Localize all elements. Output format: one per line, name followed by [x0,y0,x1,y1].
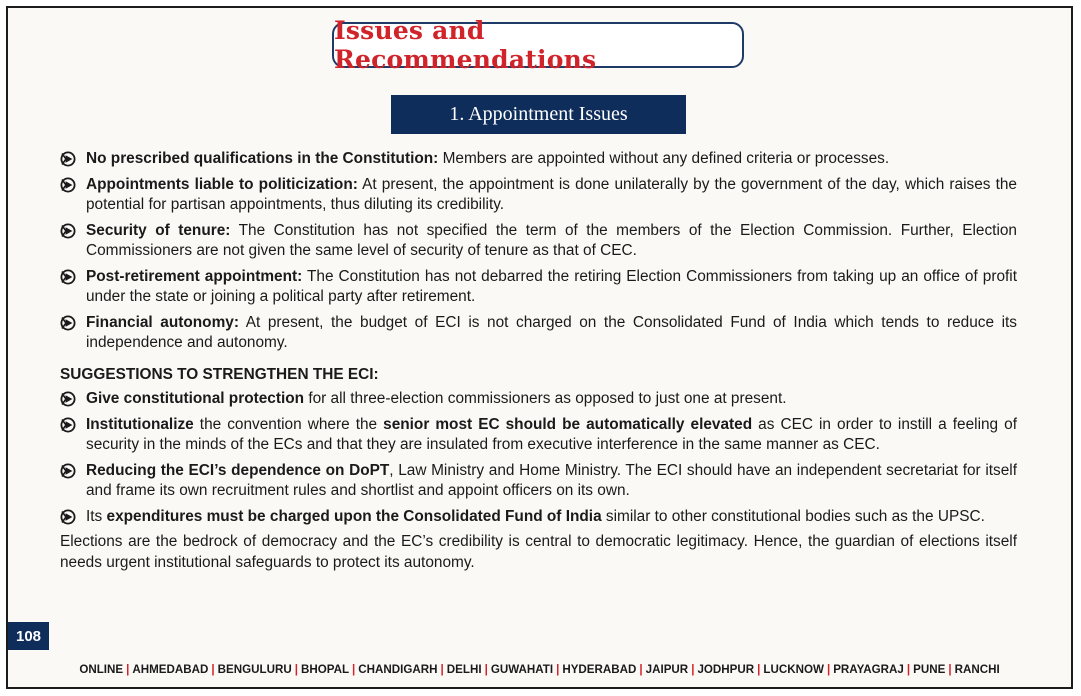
footer-location: LUCKNOW [763,663,824,676]
footer-separator: | [294,663,298,676]
issue-item [60,267,1017,308]
section-title: 1. Appointment Issues [449,103,628,125]
suggestion-bold: expenditures must be charged upon the Consolidated Fund of India [106,507,602,525]
footer-location: CHANDIGARH [358,663,438,676]
footer-separator: | [556,663,560,676]
suggestion-text: as CEC in order to instill a feeling of security in the minds of the ECs and that they are insulated from executive interference in the same manner as CEC. [86,415,1017,453]
footer-separator: | [126,663,130,676]
suggestion-item [60,415,1017,456]
footer-location: AHMEDABAD [132,663,209,676]
issue-title: Post-retirement appointment: [86,267,303,285]
issue-title: Financial autonomy: [86,313,239,331]
page-title-box [332,16,744,74]
footer-location: RANCHI [954,663,1000,676]
footer-separator: | [484,663,488,676]
issue-item [60,149,1017,170]
footer-separator: | [211,663,215,676]
content-body [60,149,1017,573]
footer-location: JODHPUR [697,663,755,676]
suggestion-item [60,507,1017,528]
page-number: 108 [8,622,49,650]
suggestion-text: the convention where the [193,415,384,433]
suggestion-text: for all three-election commissioners as opposed to just one at present. [304,390,787,407]
issue-text: Members are appointed without any defined criteria or processes. [438,150,890,167]
footer-location: JAIPUR [645,663,689,676]
play-arrow-bullet-icon [60,177,78,193]
footer-separator: | [691,663,695,676]
play-arrow-bullet-icon [60,417,78,433]
footer-location: BHOPAL [300,663,350,676]
footer-separator: | [639,663,643,676]
suggestion-text: Its [86,507,107,525]
issue-title: Appointments liable to politicization: [86,175,358,193]
footer-location: PRAYAGRAJ [833,663,904,676]
issue-text: The Constitution has not debarred the retiring Election Commissioners from taking up an office of profit under the state or joining a political party after retirement. [86,267,1018,305]
footer-location: HYDERABAD [562,663,637,676]
suggestion-item [60,461,1017,502]
page-title: Issues and Recommendations [334,16,597,74]
issue-title: No prescribed qualifications in the Constitution: [86,150,439,167]
issue-item [60,221,1017,262]
footer-location: DELHI [446,663,482,676]
suggestion-item [60,389,1017,410]
closing-paragraph: Elections are the bedrock of democracy and the EC’s credibility is central to democratic legitimacy. Hence, the guardian of elections itself needs urgent institutional safeguards to protect its autonomy. [60,533,1017,571]
issue-item [60,313,1017,354]
footer-locations [8,663,1071,676]
suggestions-heading: SUGGESTIONS TO STRENGTHEN THE ECI: [60,365,379,383]
play-arrow-bullet-icon [60,391,78,407]
footer-location: GUWAHATI [490,663,554,676]
play-arrow-bullet-icon [60,315,78,331]
play-arrow-bullet-icon [60,509,78,525]
issue-item [60,175,1017,216]
footer-separator: | [440,663,444,676]
suggestion-bold: Reducing the ECI’s dependence on DoPT [86,461,390,479]
suggestion-bold: senior most EC should be automatically elevated [383,415,753,433]
play-arrow-bullet-icon [60,463,78,479]
footer-separator: | [906,663,911,676]
footer-separator: | [826,663,831,676]
footer-location: PUNE [913,663,946,676]
footer-separator: | [352,663,356,676]
document-page [6,6,1073,689]
footer-location: ONLINE [79,663,124,676]
play-arrow-bullet-icon [60,151,78,167]
issue-title: Security of tenure: [86,221,231,239]
suggestion-text: , Law Ministry and Home Ministry. The ECI should have an independent secretariat for itself and frame its own recruitment rules and shortlist and appoint officers on its own. [86,461,1017,499]
play-arrow-bullet-icon [60,223,78,239]
play-arrow-bullet-icon [60,269,78,285]
suggestion-text: similar to other constitutional bodies such as the UPSC. [601,507,985,525]
issue-text: At present, the budget of ECI is not charged on the Consolidated Fund of India which tends to reduce its independence and autonomy. [86,313,1017,351]
footer-location: BENGULURU [217,663,292,676]
issue-text: At present, the appointment is done unilaterally by the government of the day, which raises the potential for partisan appointments, thus diluting its credibility. [86,175,1017,213]
issue-text: The Constitution has not specified the term of the members of the Election Commission. Further, Election Commissioners are not given the same level of security of tenure as that of CEC. [86,221,1017,259]
suggestion-bold: Give constitutional protection [86,390,305,407]
footer-separator: | [948,663,952,676]
section-title-bar [391,95,686,134]
suggestion-bold: Institutionalize [86,415,194,433]
footer-separator: | [757,663,761,676]
